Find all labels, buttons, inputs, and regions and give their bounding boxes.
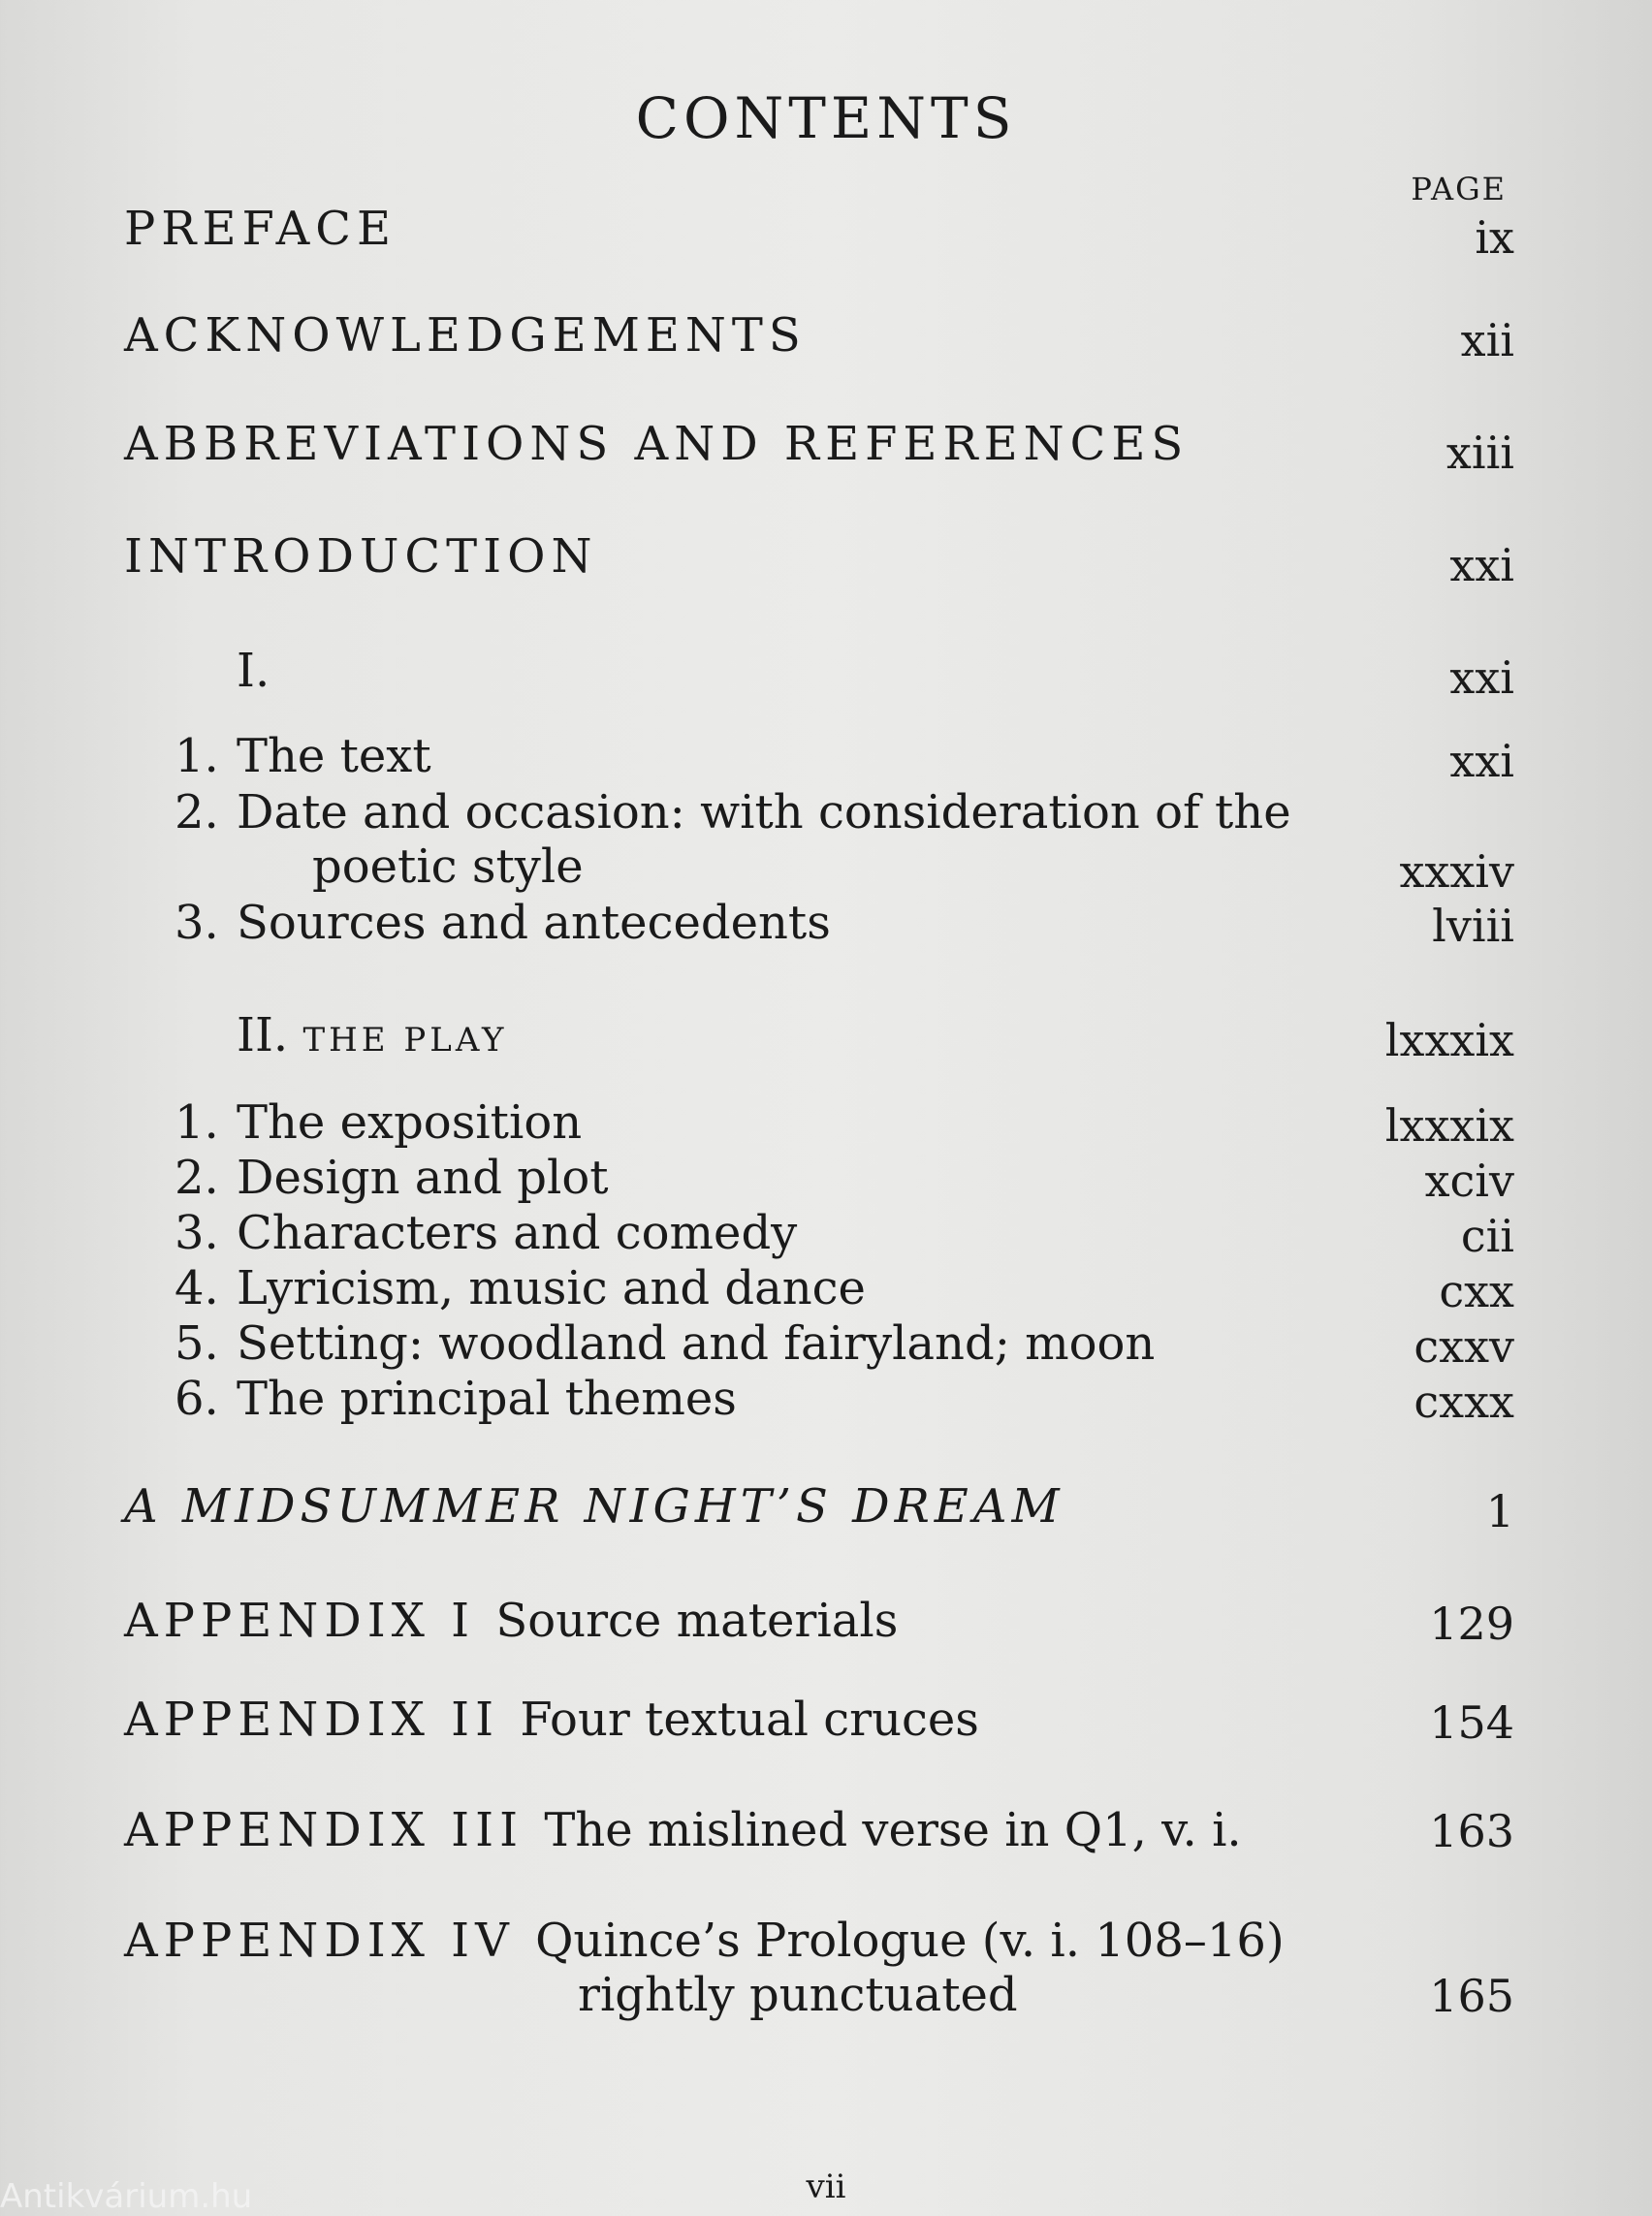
toc-page-introduction: xxi (1449, 539, 1514, 591)
toc-item-page: lxxxix (1384, 1099, 1514, 1152)
toc-appendix-one (124, 1594, 898, 1648)
page-title: CONTENTS (635, 85, 1017, 151)
toc-item-text: Sources and antecedents (237, 896, 831, 950)
appendix-page: 129 (1429, 1598, 1514, 1650)
toc-item-number: 3. (175, 1206, 219, 1260)
toc-entry-introduction: INTRODUCTION (124, 529, 598, 584)
appendix-title-continued: rightly punctuated (578, 1968, 1018, 2022)
appendix-label: APPENDIX I (124, 1594, 476, 1648)
page-number-footer: vii (806, 2168, 846, 2206)
toc-item-page: cxxv (1414, 1320, 1514, 1373)
toc-item-number: 5. (175, 1316, 219, 1371)
toc-part-one-page: xxi (1449, 651, 1514, 704)
toc-item-text: Setting: woodland and fairyland; moon (237, 1316, 1156, 1371)
toc-entry-preface: PREFACE (124, 202, 397, 256)
toc-page-preface: ix (1475, 211, 1514, 264)
appendix-label: APPENDIX IV (124, 1914, 515, 1968)
toc-item-page: lviii (1432, 900, 1514, 952)
toc-part-two-title: THE PLAY (302, 1021, 508, 1060)
toc-item-text: Characters and comedy (237, 1206, 798, 1260)
toc-entry-play: A MIDSUMMER NIGHT’S DREAM (124, 1479, 1064, 1534)
appendix-label: APPENDIX II (124, 1693, 500, 1747)
appendix-title: Quince’s Prologue (v. i. 108–16) (535, 1914, 1285, 1968)
toc-page-acknowledgements: xii (1460, 314, 1514, 366)
toc-part-two-label (237, 1008, 507, 1062)
toc-page-abbreviations: xiii (1446, 427, 1514, 479)
toc-appendix-three (124, 1803, 1242, 1857)
toc-item-text: Design and plot (237, 1151, 609, 1205)
toc-item-page: xxxiv (1399, 845, 1514, 898)
appendix-page: 163 (1429, 1805, 1514, 1857)
toc-item-text: The text (237, 729, 431, 783)
toc-entry-acknowledgements: ACKNOWLEDGEMENTS (124, 308, 807, 363)
toc-item-page: cxxx (1414, 1376, 1514, 1428)
toc-item-text: Lyricism, music and dance (237, 1261, 866, 1315)
appendix-title: Source materials (495, 1594, 899, 1648)
toc-item-number: 6. (175, 1372, 219, 1426)
toc-item-page: cii (1460, 1210, 1514, 1262)
toc-item-number: 3. (175, 896, 219, 950)
toc-item-page: xxi (1449, 735, 1514, 787)
toc-item-number: 2. (175, 785, 219, 839)
toc-appendix-two (124, 1693, 979, 1747)
toc-item-number: 4. (175, 1261, 219, 1315)
toc-item-page: cxx (1439, 1265, 1514, 1317)
page-column-header: PAGE (1411, 171, 1507, 207)
toc-item-text: The exposition (237, 1095, 583, 1150)
toc-page-play: 1 (1485, 1485, 1514, 1537)
toc-part-one-label: I. (237, 644, 270, 698)
toc-entry-abbreviations: ABBREVIATIONS AND REFERENCES (124, 417, 1190, 471)
toc-item-text: The principal themes (237, 1372, 737, 1426)
toc-part-two-page: lxxxix (1384, 1014, 1514, 1066)
toc-item-number: 1. (175, 1095, 219, 1150)
toc-item-page: xciv (1424, 1155, 1514, 1207)
toc-item-number: 1. (175, 729, 219, 783)
toc-appendix-four (124, 1914, 1285, 1968)
toc-item-text-continued: poetic style (312, 839, 584, 894)
appendix-title: The mislined verse in Q1, v. i. (544, 1803, 1242, 1857)
appendix-page: 165 (1429, 1970, 1514, 2022)
appendix-title: Four textual cruces (520, 1693, 979, 1747)
watermark: Antikvárium.hu (0, 2177, 253, 2216)
toc-item-number: 2. (175, 1151, 219, 1205)
appendix-label: APPENDIX III (124, 1803, 524, 1857)
appendix-page: 154 (1429, 1696, 1514, 1749)
toc-item-text: Date and occasion: with consideration of the (237, 785, 1291, 839)
toc-part-two-numeral: II. (237, 1008, 289, 1062)
